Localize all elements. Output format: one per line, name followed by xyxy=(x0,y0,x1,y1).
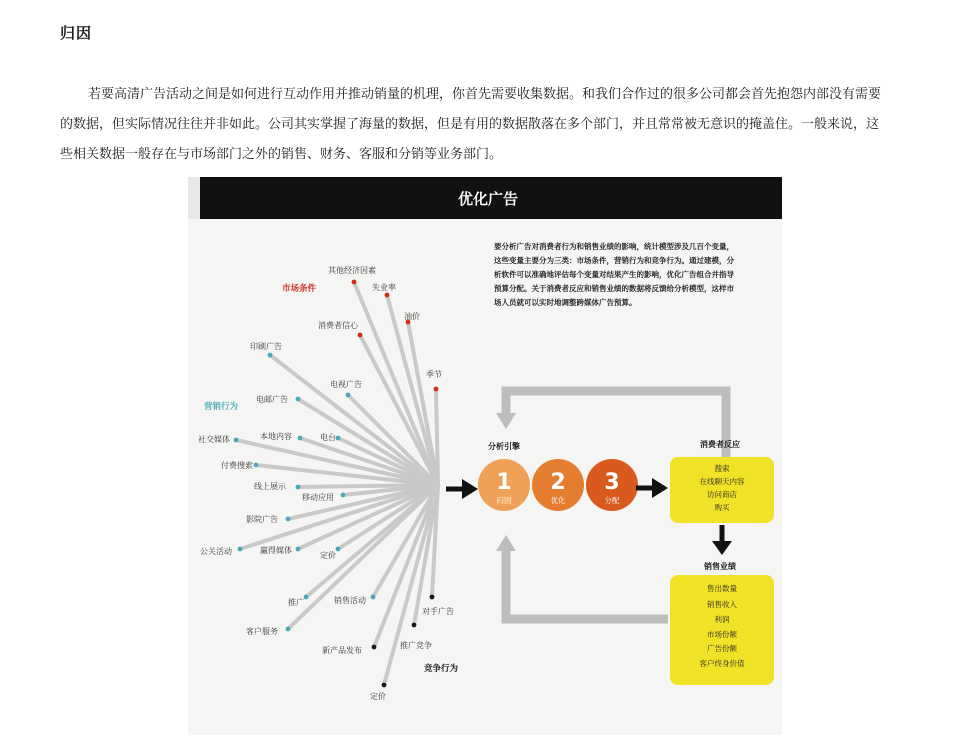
sales-title: 销售业绩 xyxy=(704,562,736,571)
market-factor-label: 消费者信心 xyxy=(318,321,358,330)
figure-title: 优化广告 xyxy=(457,190,519,208)
competition-action-label: 对手广告 xyxy=(422,607,454,616)
marketing-action-dot xyxy=(346,393,351,398)
marketing-action-label: 线上展示 xyxy=(254,482,286,491)
sales-item: 利润 xyxy=(714,615,730,624)
competition-action-dot xyxy=(430,595,435,600)
step-1 xyxy=(478,459,530,511)
sales-item: 销售收入 xyxy=(707,600,737,609)
paragraph-text: 若要高清广告活动之间是如何进行互动作用并推动销量的机理，你首先需要收集数据。和我们合作过的很多公司都会首先抱怨内部没有需要的数据，但实际情况往往并非如此。公司其实掌握了海量的数据，但是有用的数据散落在多个部门，并且常常被无意识的掩盖住。一般来说，这些相关数据一般存在与市场部门之外的销售、财务、客服和分销等业务部门。 xyxy=(60,87,882,162)
consumer-item: 搜索 xyxy=(714,464,730,473)
marketing-action-dot xyxy=(296,547,301,552)
sales-item: 广告份额 xyxy=(707,644,737,653)
sales-item: 客户终身价值 xyxy=(699,659,745,668)
marketing-action-dot xyxy=(296,485,301,490)
body-paragraph xyxy=(60,80,890,170)
market-factor-dot xyxy=(358,333,363,338)
market-factor-dot xyxy=(385,293,390,298)
marketing-action-dot xyxy=(341,493,346,498)
market-factor-label: 季节 xyxy=(426,370,442,379)
market-factor-label: 其他经济因素 xyxy=(328,266,376,275)
marketing-action-dot xyxy=(371,595,376,600)
arrow-to-consumer-head xyxy=(652,478,668,498)
step-3-number: 3 xyxy=(604,470,620,495)
marketing-action-label: 电台 xyxy=(320,433,336,442)
step-3-label: 分配 xyxy=(604,496,620,505)
step-3 xyxy=(586,459,638,511)
competition-action-dot xyxy=(412,623,417,628)
group-label-competition: 竞争行为 xyxy=(424,664,459,674)
marketing-action-label: 定价 xyxy=(320,551,336,560)
description-line: 要分析广告对消费者行为和销售业绩的影响，统计模型涉及几百个变量， xyxy=(494,242,734,251)
marketing-action-label: 推广 xyxy=(288,598,304,607)
engine-label: 分析引擎 xyxy=(488,442,520,451)
marketing-action-dot xyxy=(286,627,291,632)
marketing-action-dot xyxy=(286,517,291,522)
feedback-loop-top xyxy=(506,391,726,459)
section-heading: 归因 xyxy=(60,24,93,42)
description-line: 析软件可以准确地评估每个变量对结果产生的影响，优化广告组合并指导 xyxy=(494,270,734,279)
feedback-arrow-top xyxy=(496,413,516,429)
sales-item: 市场份额 xyxy=(707,630,737,639)
step-2-label: 优化 xyxy=(550,496,566,505)
step-1-label: 归因 xyxy=(496,496,512,505)
marketing-action-label: 付费搜索 xyxy=(221,461,253,470)
marketing-action-label: 公关活动 xyxy=(200,547,232,556)
marketing-action-dot xyxy=(296,397,301,402)
step-2-number: 2 xyxy=(550,470,566,495)
group-label-marketing: 营销行为 xyxy=(204,402,239,412)
marketing-action-label: 移动应用 xyxy=(302,493,334,502)
market-factor-dot xyxy=(352,280,357,285)
description-line: 场人员就可以实时地调整跨媒体广告预算。 xyxy=(494,298,637,307)
competition-action-dot xyxy=(372,645,377,650)
banner-edge xyxy=(188,177,200,219)
marketing-action-dot xyxy=(234,438,239,443)
market-factor-dot xyxy=(434,387,439,392)
marketing-action-label: 销售活动 xyxy=(334,596,366,605)
marketing-action-label: 本地内容 xyxy=(260,432,292,441)
group-label-market: 市场条件 xyxy=(282,284,317,294)
feedback-arrow-bottom xyxy=(496,535,516,551)
consumer-item: 购买 xyxy=(714,503,730,512)
arrow-to-sales-head xyxy=(712,541,732,555)
marketing-action-dot xyxy=(268,353,273,358)
marketing-action-dot xyxy=(336,547,341,552)
feedback-loop-bottom xyxy=(506,549,668,619)
marketing-action-dot xyxy=(336,436,341,441)
optimize-ad-figure xyxy=(188,177,782,735)
sales-item: 售出数量 xyxy=(707,584,737,593)
description-line: 预算分配。关于消费者反应和销售业绩的数据将反馈给分析模型，这样市 xyxy=(494,284,734,293)
figure-description xyxy=(494,241,734,307)
step-2 xyxy=(532,459,584,511)
competition-action-label: 推广竞争 xyxy=(400,641,432,650)
market-factor-label: 油价 xyxy=(404,312,420,321)
marketing-action-label: 影院广告 xyxy=(246,515,278,524)
description-line: 这些变量主要分为三类：市场条件，营销行为和竞争行为。通过建模，分 xyxy=(494,256,734,265)
arrow-into-engine-head xyxy=(462,479,478,499)
step-1-number: 1 xyxy=(496,470,512,495)
competition-action-label: 定价 xyxy=(370,692,386,701)
marketing-action-label: 印刷广告 xyxy=(250,342,282,351)
market-factor-spoke xyxy=(436,389,438,485)
marketing-action-label: 电邮广告 xyxy=(256,395,288,404)
competition-action-label: 新产品发布 xyxy=(322,646,362,655)
marketing-action-label: 社交媒体 xyxy=(198,435,230,444)
consumer-title: 消费者反应 xyxy=(700,440,740,449)
consumer-item: 在线聊天内容 xyxy=(699,477,745,486)
marketing-action-dot xyxy=(298,436,303,441)
competition-action-dot xyxy=(382,683,387,688)
consumer-item: 访问商店 xyxy=(707,490,737,499)
marketing-action-label: 赢得媒体 xyxy=(260,546,292,555)
marketing-action-label: 客户服务 xyxy=(246,627,278,636)
marketing-action-dot xyxy=(304,595,309,600)
market-factor-label: 失业率 xyxy=(372,283,396,292)
marketing-action-dot xyxy=(254,463,259,468)
marketing-action-label: 电视广告 xyxy=(330,380,362,389)
marketing-action-dot xyxy=(238,547,243,552)
